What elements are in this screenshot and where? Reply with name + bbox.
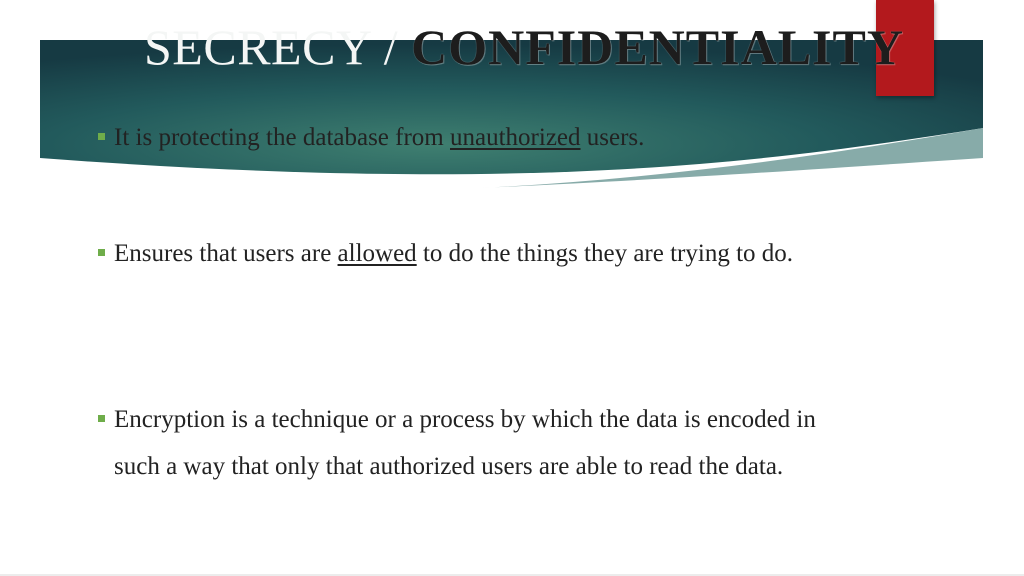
title-separator: / <box>383 19 399 75</box>
bullet-1-underlined: unauthorized <box>450 124 581 151</box>
green-square-bullet-icon <box>98 133 105 140</box>
bullet-item-1 <box>98 114 838 161</box>
green-square-bullet-icon <box>98 249 105 256</box>
bullet-text-1 <box>114 114 838 161</box>
bullet-2-after: to do the things they are trying to do. <box>416 240 794 267</box>
green-square-bullet-icon <box>98 415 105 422</box>
bullet-1-before: It is protecting the database from <box>114 124 450 151</box>
bullet-2-before: Ensures that users are <box>114 240 338 267</box>
bullet-text-2 <box>114 230 838 277</box>
bullet-item-2 <box>98 230 838 277</box>
bullet-1-after: users. <box>580 124 645 151</box>
bullet-2-underlined: allowed <box>337 240 417 267</box>
slide-title <box>144 14 904 80</box>
bullet-item-3 <box>98 396 838 490</box>
title-confidentiality: CONFIDENTIALITY <box>411 19 904 75</box>
bullet-text-3: Encryption is a technique or a process by which the data is encoded in such a way that only that authorized users are able to read the data. <box>114 406 816 480</box>
title-secrecy: SECRECY <box>144 19 371 75</box>
